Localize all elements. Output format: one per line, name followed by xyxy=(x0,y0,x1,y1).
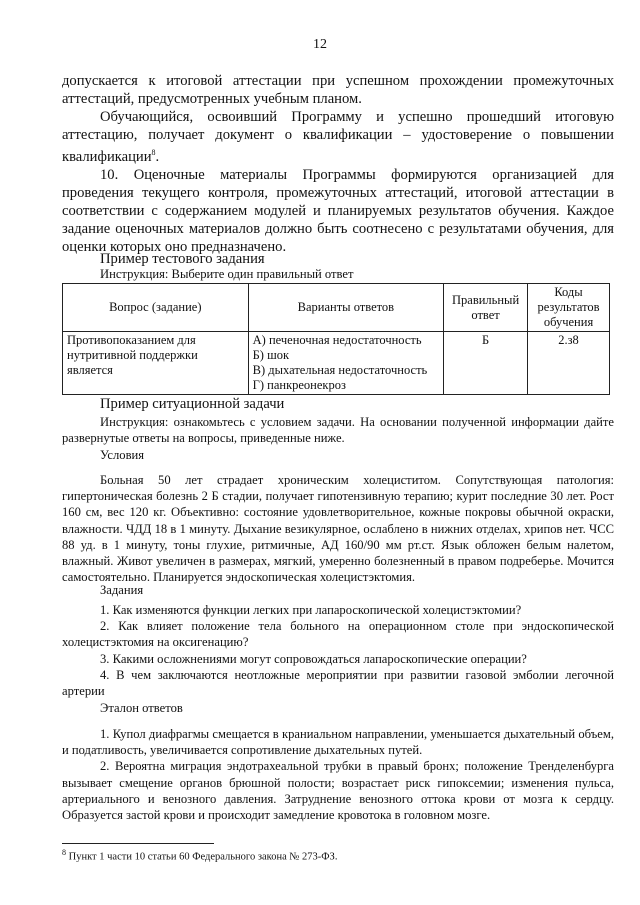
cell-answer: Б xyxy=(444,332,528,395)
header-answer: Правильный ответ xyxy=(444,284,528,332)
header-question: Вопрос (задание) xyxy=(63,284,249,332)
intro-text xyxy=(62,72,614,256)
answer-item: 2. Вероятна миграция эндотрахеальной трубки в правый бронх; положение Тренделенбурга вызывает смещение органов брюшной полости; возрастает риск гипоксемии; изменения пульса, артериального и венозного давления. Затруднение венозного оттока крови от мозга к сердцу. Образуется застой крови и происходит замедление кровотока в головном мозге. xyxy=(62,759,614,823)
table-row xyxy=(63,332,610,395)
header-options: Варианты ответов xyxy=(248,284,443,332)
paragraph-admission: допускается к итоговой аттестации при успешном прохождении промежуточных аттестаций, предусмотренных учебным планом. xyxy=(62,73,614,107)
table-header-row xyxy=(63,284,610,332)
tasks-label: Задания xyxy=(100,583,144,597)
task-item: 3. Какими осложнениями могут сопровождаться лапароскопические операции? xyxy=(100,651,527,666)
answer-item: 1. Купол диафрагмы смещается в краниальном направлении, уменьшается дыхательный объем, и податливость, увеличивается сопротивление дыхательных путей. xyxy=(62,727,614,758)
test-example-instruction: Инструкция: Выберите один правильный ответ xyxy=(100,267,354,281)
cell-code: 2.з8 xyxy=(528,332,610,395)
option-c: В) дыхательная недостаточность xyxy=(252,363,428,377)
conditions-label: Условия xyxy=(100,448,145,462)
paragraph-certificate: Обучающийся, освоивший Программу и успешно прошедший итоговую аттестацию, получает документ о квалификации – удостоверение о повышении квалификации$^8$. xyxy=(62,109,614,165)
page-number: 12 xyxy=(313,37,327,52)
option-a: А) печеночная недостаточность xyxy=(252,333,422,347)
paragraph-certificate-text: Обучающийся, освоивший Программу и успешно прошедший итоговую аттестацию, получает документ о квалификации – удостоверение о повышении квалификации xyxy=(62,109,614,165)
task-item: 2. Как влияет положение тела больного на операционном столе при эндоскопической холецистэктомия на оксигенацию? xyxy=(62,619,614,650)
situation-instruction: Инструкция: ознакомьтесь с условием задачи. На основании полученной информации дайте развернутые ответы на вопросы, приведенные ниже. xyxy=(62,415,614,446)
option-b: Б) шок xyxy=(252,348,290,362)
cell-options xyxy=(248,332,443,395)
option-d: Г) панкреонекроз xyxy=(252,378,346,392)
tasks-list xyxy=(62,602,614,699)
situation-title: Пример ситуационной задачи xyxy=(100,396,285,412)
task-item: 1. Как изменяются функции легких при лапароскопической холецистэктомии? xyxy=(100,603,522,617)
cell-question: Противопоказанием для нутритивной поддержки является xyxy=(63,332,249,395)
footnote-divider xyxy=(62,843,214,844)
paragraph-assessment-materials: 10. Оценочные материалы Программы формируются организацией для проведения текущего контроля, промежуточных аттестаций, итоговой аттестации в соответствии с содержанием модулей и планируемых результатов обучения. Каждое задание оценочных материалов должно быть соотнесено с результатами обучения, для оценки которых оно предназначено. xyxy=(62,166,614,255)
footnote-reference: 8 xyxy=(151,148,156,157)
test-table xyxy=(62,283,610,395)
conditions-text: Больная 50 лет страдает хроническим холециститом. Сопутствующая патология: гипертоническая болезнь 2 Б стадии, получает гипотензивную терапию; курит последние 30 лет. Рост 160 см, вес 120 кг. Объективно: состояние удовлетворительное, кожные покровы обычной окраски, влажности. ЧДД 18 в 1 минуту. Дыхание везикулярное, ослаблено в нижних отделах, хрипов нет. ЧСС 88 уд. в 1 минуту, тоны глухие, ритмичные, АД 160/90 мм рт.ст. Язык обложен белым налетом, влажный. Живот увеличен в размерах, мягкий, умеренно болезненный в правом подреберье. Мочится самостоятельно. Планируется эндоскопическая холецистэктомия. xyxy=(62,473,614,585)
test-example-title: Пример тестового задания xyxy=(100,251,265,267)
header-codes: Коды результатов обучения xyxy=(528,284,610,332)
task-item: 4. В чем заключаются неотложные мероприятии при развитии газовой эмболии легочной артерии xyxy=(62,667,614,699)
answers-label: Эталон ответов xyxy=(100,701,183,715)
footnote-mark: 8 xyxy=(62,848,66,857)
footnote xyxy=(62,848,337,863)
footnote-text: Пункт 1 части 10 статьи 60 Федерального закона № 273-ФЗ. xyxy=(68,851,338,863)
answers-list xyxy=(62,726,614,823)
